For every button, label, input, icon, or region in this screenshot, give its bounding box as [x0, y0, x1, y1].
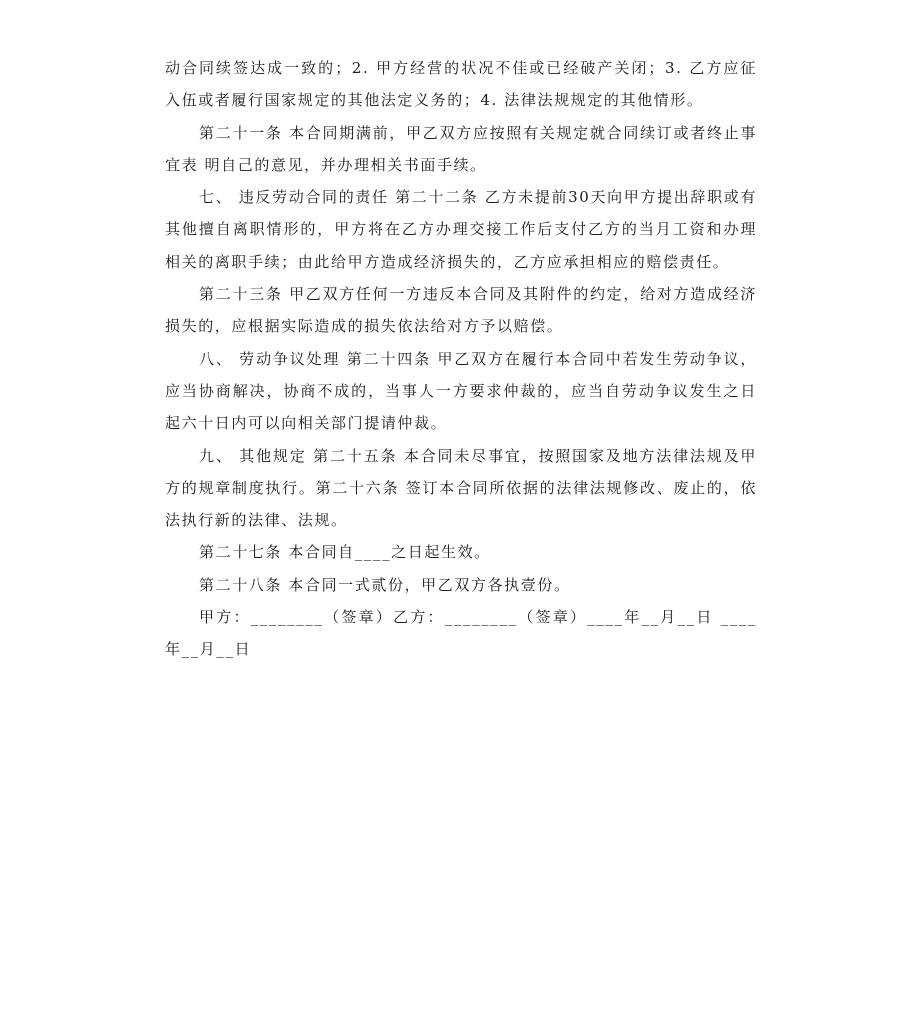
paragraph-section-7-article-22: 七、 违反劳动合同的责任 第二十二条 乙方未提前30天向甲方提出辞职或有其他擅自离职情形的，甲方将在乙方办理交接工作后支付乙方的当月工资和办理相关的离职手续；由此给甲方造成经济损失的，乙方应承担相应的赔偿责任。 — [165, 188, 757, 271]
signature-line: 甲方：________（签章）乙方：________（签章）____年__月__日 ____年__月__日 — [165, 608, 757, 659]
paragraph-article-21: 第二十一条 本合同期满前，甲乙双方应按照有关规定就合同续订或者终止事宜表 明自己的意见，并办理相关书面手续。 — [165, 123, 757, 174]
paragraph-continuation-termination-conditions: 动合同续签达成一致的；2. 甲方经营的状况不佳或已经破产关闭；3. 乙方应征入伍或者履行国家规定的其他法定义务的；4. 法律法规规定的其他情形。 — [165, 59, 757, 110]
paragraph-article-27: 第二十七条 本合同自____之日起生效。 — [199, 543, 491, 562]
paragraph-article-28: 第二十八条 本合同一式贰份，甲乙双方各执壹份。 — [199, 575, 571, 594]
contract-page — [165, 52, 757, 666]
paragraph-article-23: 第二十三条 甲乙双方任何一方违反本合同及其附件的约定，给对方造成经济损失的，应根据实际造成的损失依法给对方予以赔偿。 — [165, 285, 757, 336]
paragraph-section-9-articles-25-26: 九、 其他规定 第二十五条 本合同未尽事宜，按照国家及地方法律法规及甲方的规章制度执行。第二十六条 签订本合同所依据的法律法规修改、废止的，依法执行新的法律、法规。 — [165, 446, 757, 530]
paragraph-section-8-article-24: 八、 劳动争议处理 第二十四条 甲乙双方在履行本合同中若发生劳动争议，应当协商解决，协商不成的，当事人一方要求仲裁的，应当自劳动争议发生之日起六十日内可以向相关部门提请仲裁。 — [165, 349, 757, 433]
